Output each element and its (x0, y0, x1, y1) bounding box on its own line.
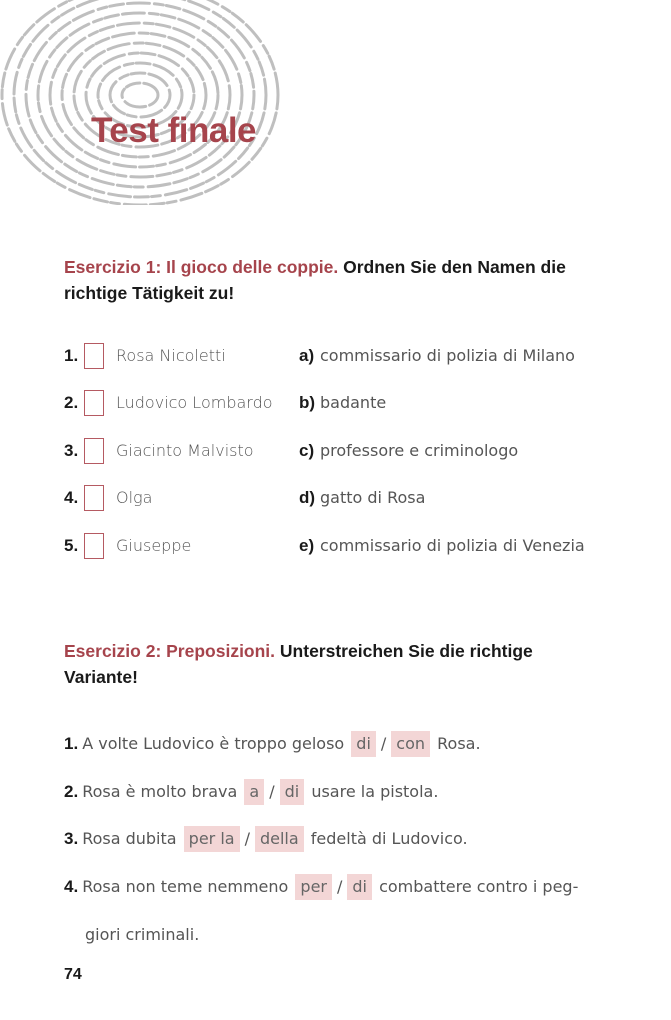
occupation: commissario di polizia di Milano (320, 346, 575, 365)
person-name: Giacinto Malvisto (116, 441, 254, 460)
answer-box[interactable] (84, 390, 104, 416)
preposition-item (64, 779, 438, 805)
sentence-after: fedeltà di Ludovico. (310, 829, 468, 848)
match-row (64, 440, 644, 464)
preposition-option[interactable]: di (280, 779, 305, 805)
sentence-after: combattere contro i peg- (379, 877, 579, 896)
item-number: 5. (64, 536, 79, 555)
answer-box[interactable] (84, 438, 104, 464)
answer-box[interactable] (84, 533, 104, 559)
match-row (64, 535, 644, 559)
person-name: Rosa Nicoletti (116, 346, 226, 365)
person-name: Ludovico Lombardo (116, 393, 273, 412)
match-row (64, 392, 644, 416)
option-letter: b) (299, 393, 316, 412)
page-title: Test finale (91, 111, 257, 150)
occupation: badante (320, 393, 387, 412)
sentence-before: Rosa non teme nemmeno (82, 877, 289, 896)
item-number: 2. (64, 393, 79, 412)
exercise1-heading (64, 254, 624, 306)
fingerprint-graphic (0, 0, 290, 205)
item-number: 4. (64, 877, 79, 896)
answer-box[interactable] (84, 485, 104, 511)
preposition-item (64, 826, 468, 852)
exercise1-instruction-line1: Ordnen Sie den Namen die (343, 257, 566, 277)
person-name: Olga (116, 488, 153, 507)
preposition-item (64, 874, 578, 900)
option-separator: / (380, 734, 387, 753)
person-name: Giuseppe (116, 536, 192, 555)
option-letter: d) (299, 488, 316, 507)
sentence-after: usare la pistola. (311, 782, 439, 801)
exercise1-instruction-line2: richtige Tätigkeit zu! (64, 283, 235, 303)
item-number: 3. (64, 441, 79, 460)
exercise2-label: Esercizio 2: Preposizioni. (64, 641, 276, 661)
item-number: 1. (64, 734, 79, 753)
preposition-item (64, 731, 481, 757)
sentence-after: Rosa. (437, 734, 481, 753)
sentence-before: Rosa è molto brava (82, 782, 238, 801)
preposition-option[interactable]: di (351, 731, 376, 757)
exercise2-instruction-line1: Unterstreichen Sie die richtige (279, 641, 533, 661)
item-number: 1. (64, 346, 79, 365)
item-number: 2. (64, 782, 79, 801)
occupation: gatto di Rosa (320, 488, 426, 507)
item-number: 4. (64, 488, 79, 507)
answer-box[interactable] (84, 343, 104, 369)
occupation: commissario di polizia di Venezia (320, 536, 585, 555)
sentence-continuation: giori criminali. (85, 925, 200, 944)
exercise1-label: Esercizio 1: Il gioco delle coppie. (64, 257, 339, 277)
preposition-option[interactable]: con (391, 731, 430, 757)
preposition-option[interactable]: a (244, 779, 264, 805)
option-letter: c) (299, 441, 315, 460)
match-row (64, 345, 644, 369)
sentence-before: A volte Ludovico è troppo geloso (82, 734, 345, 753)
preposition-option[interactable]: per la (184, 826, 240, 852)
option-letter: a) (299, 346, 315, 365)
option-separator: / (269, 782, 275, 801)
match-row (64, 487, 644, 511)
exercise2-instruction-line2: Variante! (64, 667, 138, 687)
option-separator: / (244, 829, 250, 848)
occupation: professore e criminologo (320, 441, 519, 460)
page-number: 74 (64, 966, 82, 983)
sentence-before: Rosa dubita (82, 829, 177, 848)
item-number: 3. (64, 829, 79, 848)
preposition-option[interactable]: di (347, 874, 372, 900)
preposition-option[interactable]: della (255, 826, 304, 852)
exercise2-heading (64, 638, 624, 690)
option-separator: / (337, 877, 343, 896)
option-letter: e) (299, 536, 315, 555)
preposition-option[interactable]: per (295, 874, 332, 900)
